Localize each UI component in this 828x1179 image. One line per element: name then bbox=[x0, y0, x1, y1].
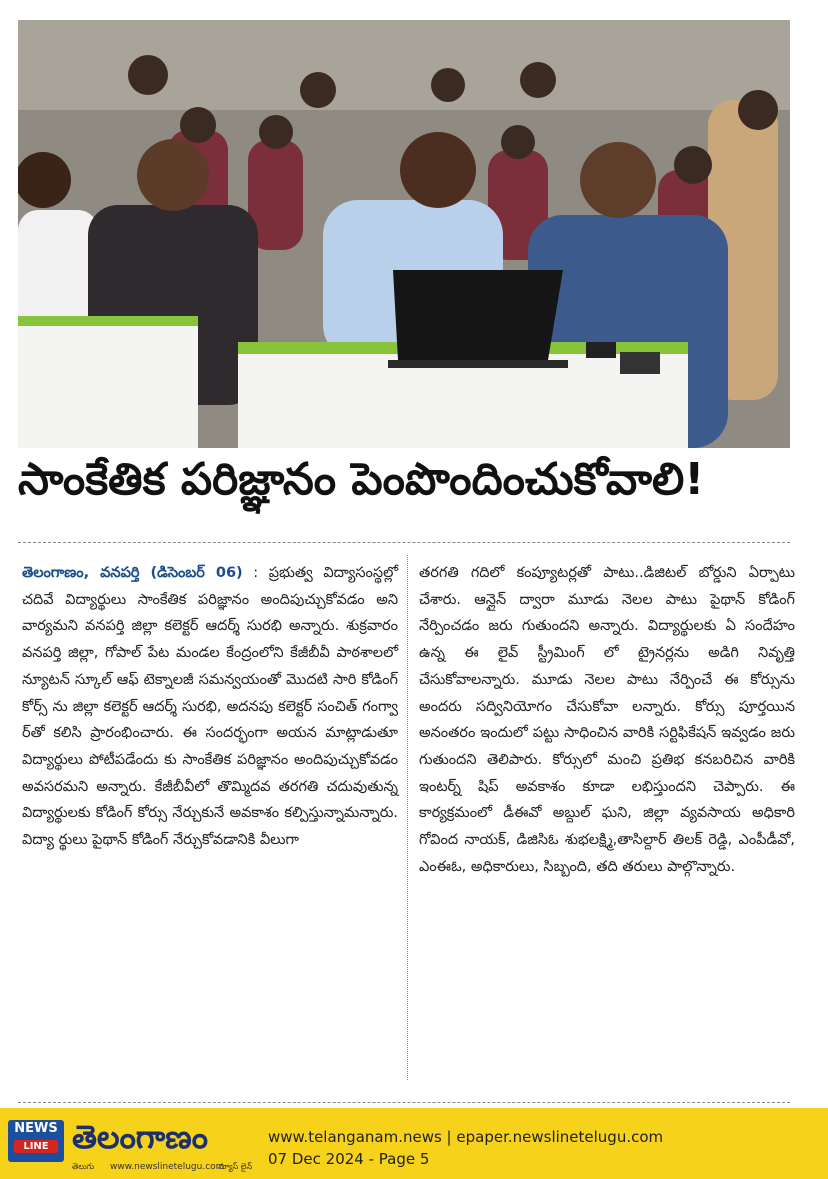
newsline-logo bbox=[8, 1120, 64, 1162]
page-info: 07 Dec 2024 - Page 5 bbox=[268, 1150, 430, 1168]
article-body-left: ప్రభుత్వ విద్యాసంస్థల్లో చదివే విద్యార్థులు సాంకేతిక పరిజ్ఞానం అందిపుచ్చుకోవడం అని వార్యమని వనపర్తి జిల్లా కలెక్టర్ ఆదర్శ్ సురభి అన్నారు. శుక్రవారం వనపర్తి జిల్లా, గోపాల్ పేట మండల కేంద్రంలోని కేజీబీవీ పాఠశాలలో న్యూటన్ స్కూల్ ఆఫ్ టెక్నాలజీ సమన్వయంతో మొదటి సారి కోడింగ్ కోర్స్ ను జిల్లా కలెక్టర్ ఆదర్శ్ సురభి, అదనపు కలెక్టర్ సంచిత్ గంగ్వా ర్‌తో కలిసి ప్రారంభించారు. ఈ సందర్భంగా అయన మాట్లాడుతూ విద్యార్థులు పోటీపడేందు కు సాంకేతిక పరిజ్ఞానం అందిపుచ్చుకోవడం అవసరమని అన్నారు. కేజీబీవీలో తొమ్మిదవ తరగతి చదువుతున్న విద్యార్థులకు కోడింగ్ కోర్సు నేర్చుకునే అవకాశం కల్పిస్తున్నామన్నారు. విద్యా ర్థులు పైథాన్ కోడింగ్ నేర్చుకోవడానికి వీలుగా bbox=[22, 565, 398, 849]
article-column-right bbox=[419, 560, 795, 880]
brand-name: తెలంగాణం bbox=[72, 1118, 208, 1156]
brand-tag-left: తెలుగు bbox=[72, 1162, 95, 1171]
news-photo bbox=[18, 20, 790, 448]
classroom-photo-illustration bbox=[18, 20, 790, 448]
dateline-colon: : bbox=[242, 565, 259, 581]
dateline: తెలంగాణం, వనపర్తి (డిసెంబర్ 06) bbox=[22, 565, 243, 581]
column-divider bbox=[407, 555, 408, 1080]
divider-top bbox=[18, 542, 790, 543]
article-body-right: తరగతి గదిలో కంప్యూటర్లతో పాటు..డిజిటల్ బోర్డుని ఏర్పాటు చేశారు. ఆన్లైన్ ద్వారా మూడు నెలల పాటు పైథాన్ కోడింగ్ నేర్పించడం జరు గుతుందని అన్నారు. విద్యార్థులకు ఏ సందేహం ఉన్న ఈ లైవ్ స్ట్రీమింగ్ లో ట్రైనర్లను అడిగి నివృత్తి చేసుకోవాలన్నారు. మూడు నెలల పాటు నేర్పించే ఈ కోర్సును అందరు సద్వినియోగం చేసుకోవా లన్నారు. కోర్సు పూర్తయిన అనంతరం ఇందులో పట్టు సాధించిన వారికి సర్టిఫికేషన్ ఇవ్వడం జరు గుతుందని తెలిపారు. కోర్సులో మంచి ప్రతిభ కనబరిచిన వారికి ఇంటర్న్ షిప్ అవకాశం కూడా లభిస్తుందని చెప్పారు. ఈ కార్యక్రమంలో డీఈవో అబ్దుల్ ఘని, జిల్లా వ్యవసాయ అధికారి గోవింద నాయక్, డిజిసిఓ శుభలక్ష్మి,తాసిల్దార్ తిలక్ రెడ్డి, ఎంపీడీవో, ఎంఈఓ, అధికారులు, సిబ్బంది, తది తరులు పాల్గొన్నారు. bbox=[419, 565, 795, 875]
divider-bottom bbox=[18, 1102, 790, 1103]
brand-url: www.newslinetelugu.com bbox=[110, 1162, 225, 1172]
headline: సాంకేతిక పరిజ్ఞానం పెంపొందించుకోవాలి! bbox=[18, 454, 705, 505]
footer-links: www.telanganam.news | epaper.newslinetelugu.com bbox=[268, 1128, 664, 1146]
logo-text-line: LINE bbox=[14, 1140, 58, 1153]
brand-tag-right: న్యూస్ లైన్ bbox=[218, 1162, 253, 1171]
article-column-left bbox=[22, 560, 398, 854]
footer-bar bbox=[0, 1108, 828, 1179]
logo-text-news: NEWS bbox=[14, 1121, 58, 1136]
